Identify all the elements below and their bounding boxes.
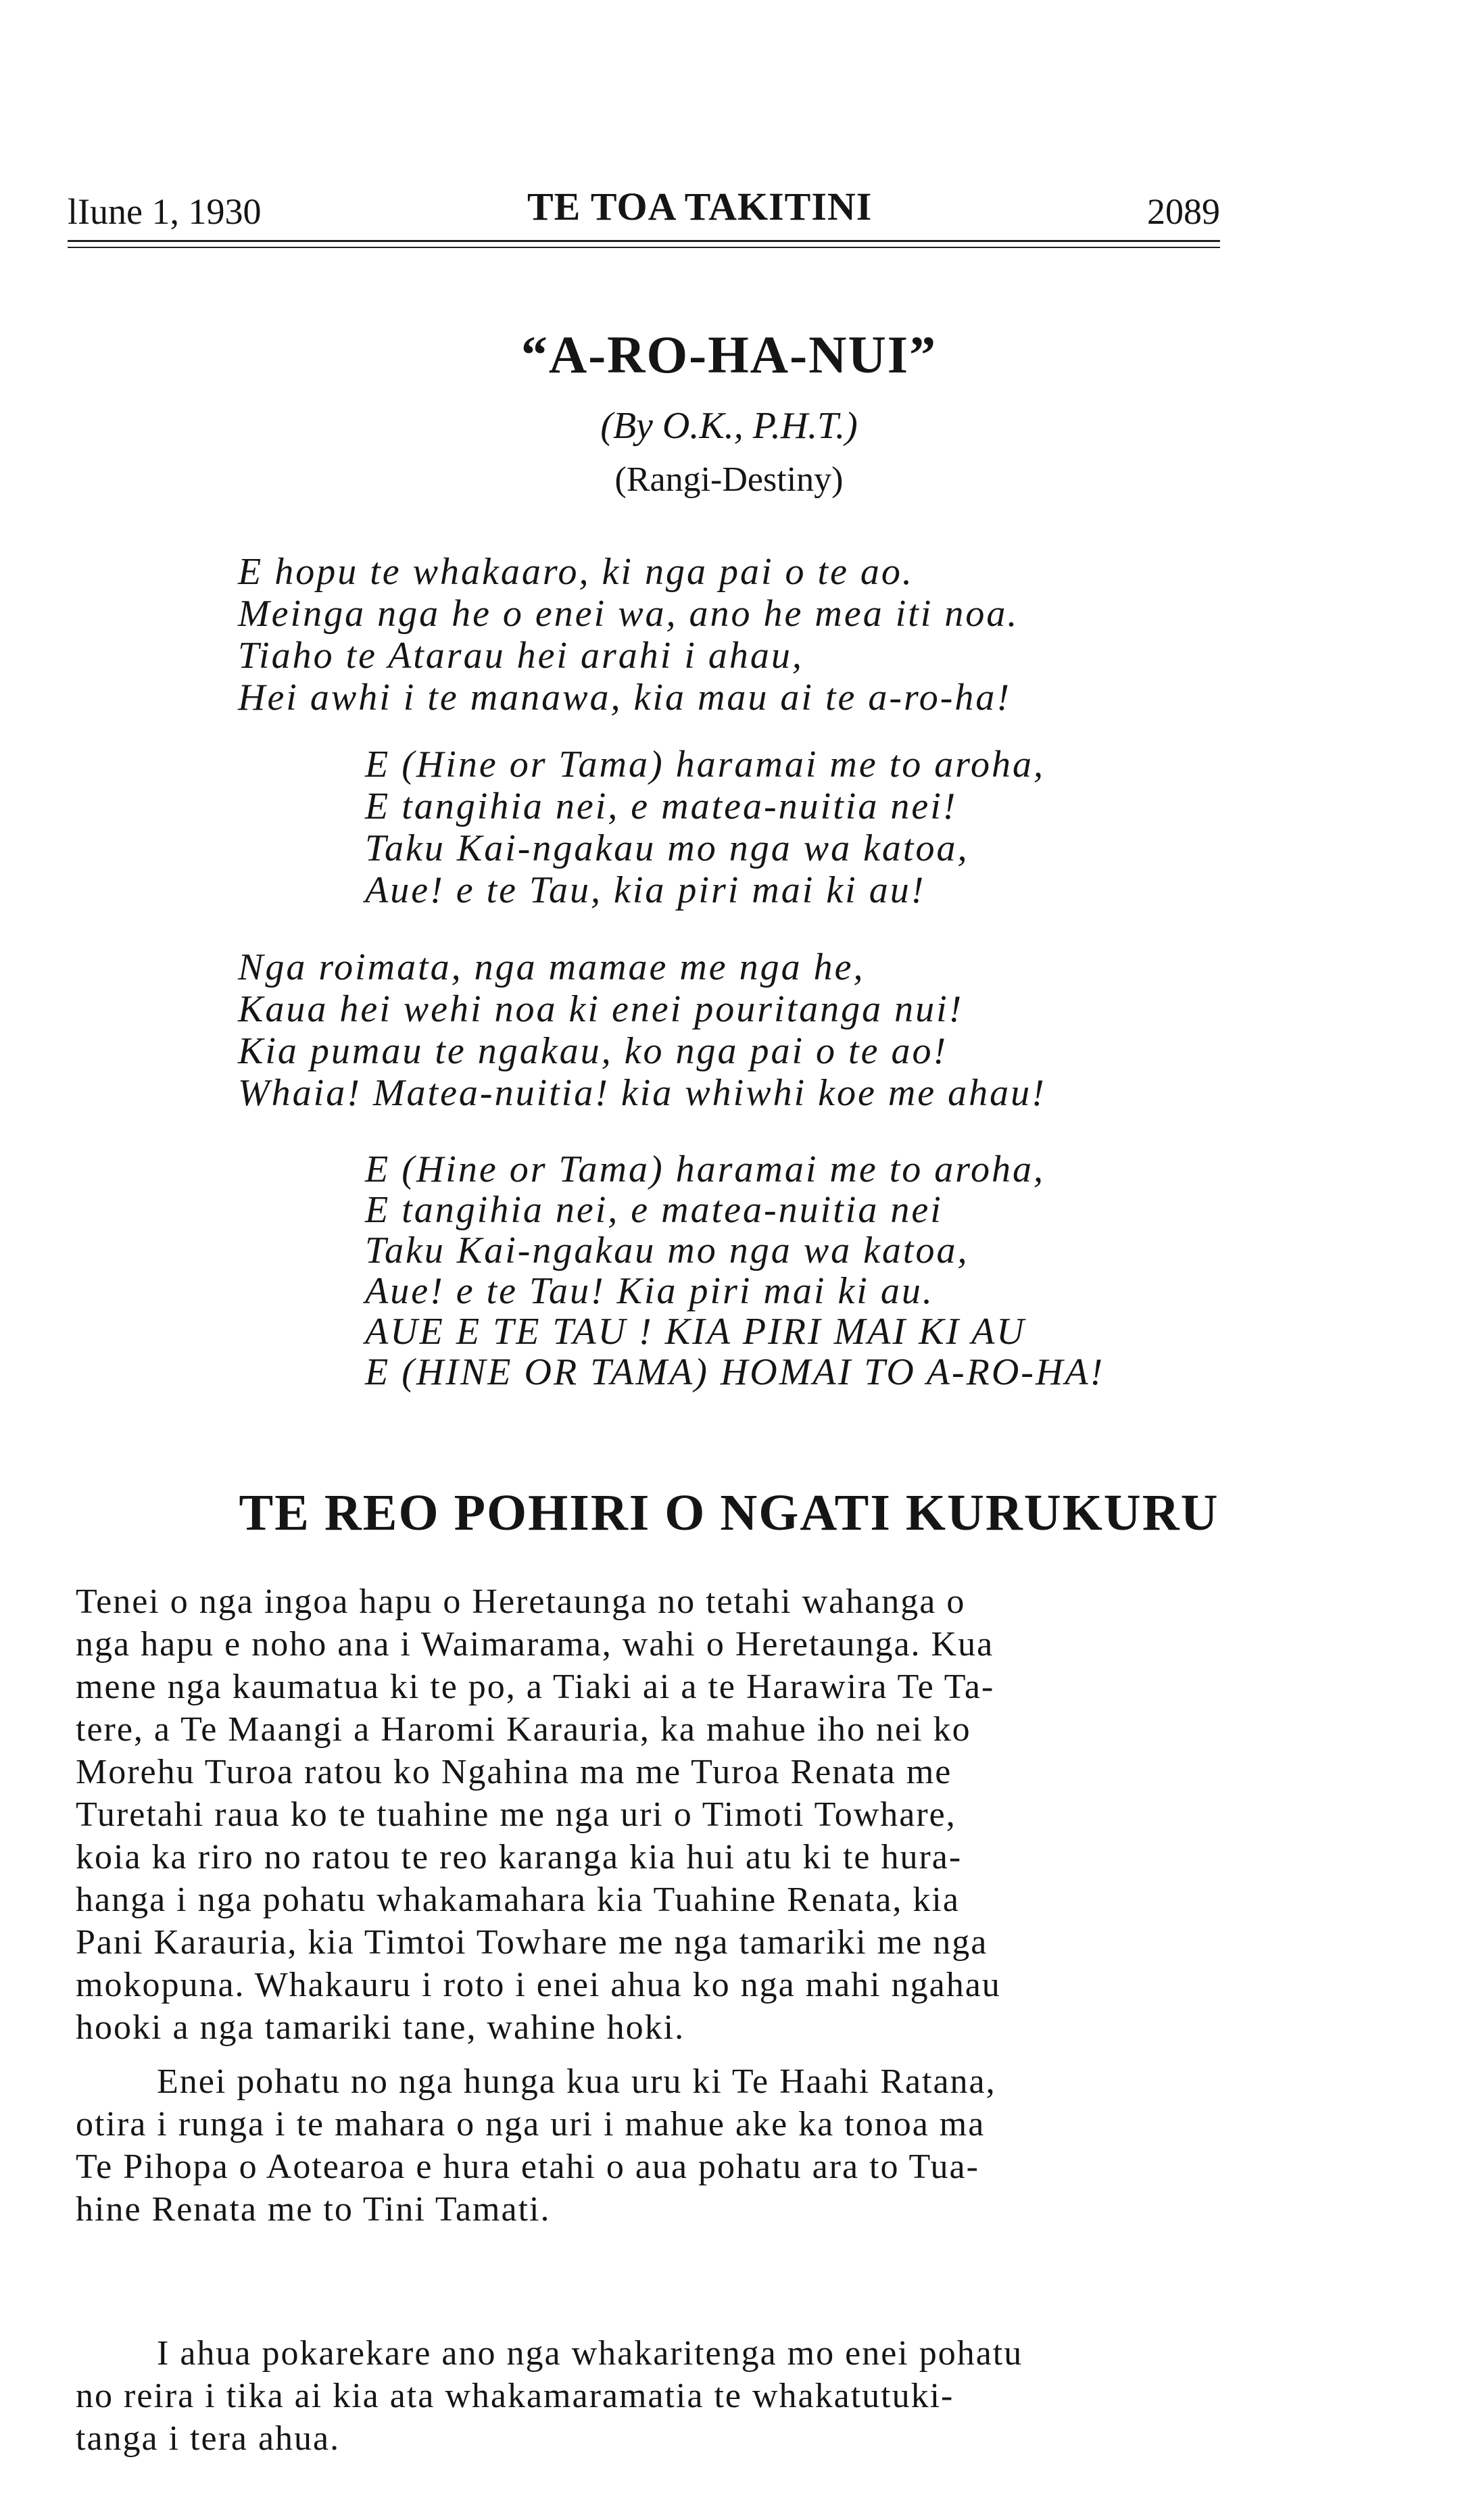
poem-line: Kaua hei wehi noa ki enei pouritanga nui! — [238, 988, 964, 1030]
text-line: otira i runga i te mahara o nga uri i mahue ake ka tonoa ma — [76, 2105, 986, 2143]
text-line: Morehu Turoa ratou ko Ngahina ma me Turoa Renata me — [76, 1753, 952, 1791]
poem-author: (By O.K., P.H.T.) — [600, 405, 858, 447]
poem-line: E tangihia nei, e matea-nuitia nei! — [365, 785, 958, 827]
text-line: Enei pohatu no nga hunga kua uru ki Te Haahi Ratana, — [157, 2062, 996, 2101]
poem-subtitle: (Rangi-Destiny) — [614, 460, 844, 499]
poem-line: Whaia! Matea-nuitia! kia whiwhi koe me ahau! — [238, 1072, 1046, 1114]
text-line: no reira i tika ai kia ata whakamaramatia te whakatutuki- — [76, 2377, 954, 2415]
poem-line: Tiaho te Atarau hei arahi i ahau, — [238, 635, 804, 677]
article-heading: TE REO POHIRI O NGATI KURUKURU — [239, 1484, 1219, 1541]
poem-line: Aue! e te Tau! Kia piri mai ki au. — [365, 1270, 934, 1312]
page-number: 2089 — [1147, 191, 1220, 232]
poem-line: Aue! e te Tau, kia piri mai ki au! — [365, 869, 926, 911]
article-paragraph-1 — [76, 1580, 1225, 2049]
text-line: Te Pihopa o Aotearoa e hura etahi o aua pohatu ara to Tua- — [76, 2148, 979, 2186]
text-line: tere, a Te Maangi a Haromi Karauria, ka mahue iho nei ko — [76, 1710, 971, 1749]
running-header — [68, 184, 1220, 238]
poem-line: Hei awhi i te manawa, kia mau ai te a-ro-ha! — [238, 677, 1012, 719]
poem-line: E tangihia nei, e matea-nuitia nei — [365, 1189, 943, 1231]
poem-line: Kia pumau te ngakau, ko nga pai o te ao! — [238, 1030, 948, 1072]
article-paragraph-3 — [76, 2332, 1225, 2460]
text-line: tanga i tera ahua. — [76, 2419, 341, 2458]
poem-line: Nga roimata, nga mamae me nga he, — [238, 946, 865, 988]
poem-line: E (Hine or Tama) haramai me to aroha, — [365, 1148, 1045, 1190]
poem-stanza-2 — [365, 744, 1045, 911]
text-line: I ahua pokarekare ano nga whakaritenga mo enei pohatu — [157, 2334, 1023, 2373]
text-line: hooki a nga tamariki tane, wahine hoki. — [76, 2008, 685, 2047]
text-line: Pani Karauria, kia Timtoi Towhare me nga tamariki me nga — [76, 1923, 988, 1962]
text-line: nga hapu e noho ana i Waimarama, wahi o Heretaunga. Kua — [76, 1625, 994, 1664]
issue-date: lIune 1, 1930 — [68, 191, 262, 232]
poem-line: AUE E TE TAU ! KIA PIRI MAI KI AU — [365, 1311, 1026, 1353]
text-line: Tenei o nga ingoa hapu o Heretaunga no tetahi wahanga o — [76, 1582, 966, 1621]
poem-line: E hopu te whakaaro, ki nga pai o te ao. — [238, 551, 914, 593]
article-paragraph-2 — [76, 2060, 1225, 2231]
poem-line: Meinga nga he o enei wa, ano he mea iti noa. — [238, 593, 1019, 635]
poem-line: Taku Kai-ngakau mo nga wa katoa, — [365, 827, 969, 869]
poem-stanza-4 — [365, 1149, 1104, 1392]
text-line: Turetahi raua ko te tuahine me nga uri o Timoti Towhare, — [76, 1795, 956, 1834]
text-line: mene nga kaumatua ki te po, a Tiaki ai a te Harawira Te Ta- — [76, 1668, 995, 1706]
poem-line: E (HINE OR TAMA) HOMAI TO A-RO-HA! — [365, 1351, 1105, 1393]
text-line: mokopuna. Whakauru i roto i enei ahua ko nga mahi ngahau — [76, 1966, 1001, 2004]
text-line: hanga i nga pohatu whakamahara kia Tuahine Renata, kia — [76, 1881, 960, 1919]
journal-title: TE TOA TAKITINI — [527, 185, 873, 228]
poem-line: Taku Kai-ngakau mo nga wa katoa, — [365, 1230, 969, 1271]
text-line: hine Renata me to Tini Tamati. — [76, 2190, 551, 2229]
poem-stanza-3 — [238, 946, 1046, 1114]
poem-title: “A-RO-HA-NUI” — [520, 325, 938, 384]
header-rule — [68, 240, 1220, 242]
poem-stanza-1 — [238, 551, 1019, 719]
poem-line: E (Hine or Tama) haramai me to aroha, — [365, 744, 1045, 785]
header-rule-thin — [68, 247, 1220, 248]
text-line: koia ka riro no ratou te reo karanga kia hui atu ki te hura- — [76, 1838, 963, 1876]
